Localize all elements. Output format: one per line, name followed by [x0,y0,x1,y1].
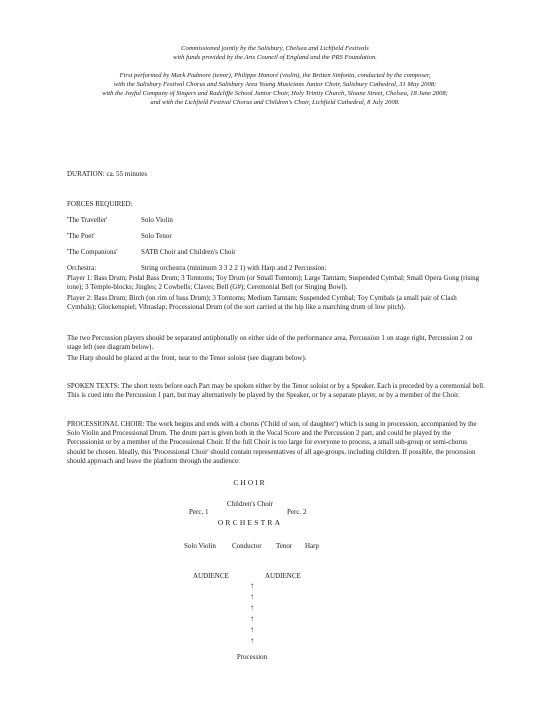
perc2-label: Perc. 2 [287,508,307,516]
role-value: Solo Tenor [141,232,172,240]
procession-arrow-icon: ↑ [250,636,254,645]
role-value: SATB Choir and Children's Choir [141,248,236,256]
forces-heading: FORCES REQUIRED: [67,200,133,208]
percussion-placement: The two Percussion players should be separated antiphonally on either side of the performance area, Percussion 1 on stage right, Percussion 2 on stage left (see diagram below). [67,334,473,352]
role-value: Solo Violin [141,216,173,224]
premiere-line: with the Joyful Company of Singers and Radcliffe School Junior Choir, Holy Trinity Church, Sloane Street, Chelsea, 18 June 2008; [102,90,448,97]
duration: DURATION: ca. 55 minutes [67,170,148,178]
processional-choir-paragraph: PROCESSIONAL CHOIR: The work begins and ends with a chorus ('Child of son, of daughter') which is sung in procession, accompanied by the Solo Violin and Processional Drum. The drum part is given both in the Vocal Score and the Percussion 2 part, and could be played by the Percussionist or by a member of the Processional Choir. If the full Choir is too large for everyone to process, a small sub-group or semi-chorus should be chosen. Ideally, this 'Processional Choir' should contain representatives of all age-groups, including children. If possible, the procession should approach and leave the platform through the audience: [67,420,477,465]
premiere-line: and with the Lichfield Festival Chorus and Children's Choir, Lichfield Cathedral, 8 July 2008. [150,99,400,106]
procession-arrow-icon: ↑ [250,581,254,590]
procession-arrow-icon: ↑ [250,625,254,634]
conductor-label: Conductor [232,542,262,550]
role-label: 'The Poet' [67,232,95,240]
spoken-texts-paragraph: SPOKEN TEXTS: The short texts before each Part may be spoken either by the Tenor soloist or by a Speaker. Each is preceded by a ceremonial bell. This is cued into the Percussion 1 part, but may alternatively be played by the Speaker, or by a separate player, or by a member of the Choir. [67,382,485,400]
harp-label: Harp [305,542,319,550]
perc1-label: Perc. 1 [189,508,209,516]
credits-block [40,44,510,107]
solo-violin-label: Solo Violin [184,542,216,550]
commission-line: Commissioned jointly by the Salisbury, Chelsea and Lichfield Festivals [181,45,369,52]
procession-label: Procession [236,653,268,661]
harp-placement: The Harp should be placed at the front, near to the Tenor soloist (see diagram below). [67,354,307,362]
audience-left-label: AUDIENCE [193,572,229,580]
player1-instruments: Player 1: Bass Drum; Pedal Bass Drum; 3 Tomtoms; Toy Drum (or Small Tomtom); Large Tamtam; Suspended Cymbal; Small Opera Gong (rising tone); 3 Temple-blocks; Jingles; 2 Cowbells; Claves; Bell (G#); Ceremonial Bell (or Singing Bowl). [67,274,480,292]
choir-label: CHOIR [233,478,267,487]
role-label: Orchestra: [67,264,97,272]
procession-arrow-icon: ↑ [250,603,254,612]
role-label: 'The Traveller' [67,216,108,224]
tenor-label: Tenor [276,542,293,550]
audience-right-label: AUDIENCE [265,572,301,580]
procession-arrow-icon: ↑ [250,614,254,623]
role-label: 'The Companions' [67,248,118,256]
orchestra-label: ORCHESTRA [217,518,283,527]
player2-instruments: Player 2: Bass Drum; Birch (on rim of bass Drum); 3 Tomtoms; Medium Tamtam; Suspended Cymbal; Toy Cymbals (a small pair of Clash Cymbals); Glockenspiel; Vibraslap; Processional Drum (of the sort carried at the hip like a marching drum of low pitch). [67,294,457,312]
childrens-choir-label: Children's Choir [226,500,274,508]
premiere-line: with the Salisbury Festival Chorus and Salisbury Area Young Musicians Junior Choir, Salisbury Cathedral, 31 May 2008; [113,81,437,88]
role-value: String orchestra (minimum 3 3 2 2 1) with Harp and 2 Percussion: [141,264,327,272]
commission-line: with funds provided by the Arts Council of England and the PRS Foundation. [173,54,377,61]
procession-arrow-icon: ↑ [250,592,254,601]
premiere-line: First performed by Mark Padmore (tenor), Philippe Honoré (violin), the Britten Sinfonia, conducted by the composer, [119,72,431,79]
